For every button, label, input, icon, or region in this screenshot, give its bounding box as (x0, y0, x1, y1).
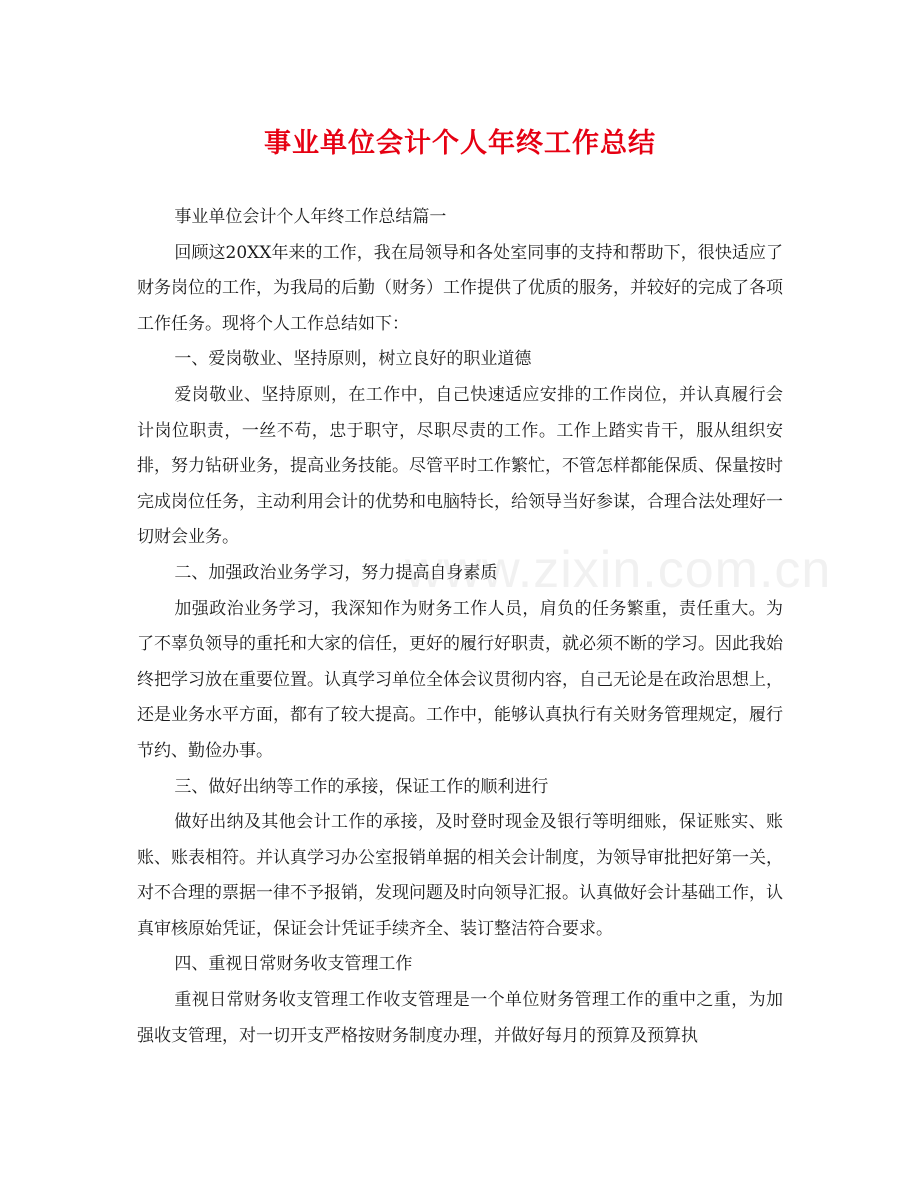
section-heading-4: 四、重视日常财务收支管理工作 (174, 954, 413, 975)
section-heading-1: 一、爱岗敬业、坚持原则，树立良好的职业道德 (174, 349, 532, 370)
paragraph-2: 加强政治业务学习，我深知作为财务工作人员，肩负的任务繁重，责任重大。为了不辜负领导的重托和大家的信任，更好的履行好职责，就必须不断的学习。因此我始终把学习放在重要位置。认真学习单位全体会议贯彻内容，自己无论是在政治思想上，还是业务水平方面，都有了较大提高。工作中，能够认真执行有关财务管理规定，履行节约、勤俭办事。 (137, 598, 783, 761)
paragraph-1: 爱岗敬业、坚持原则，在工作中，自己快速适应安排的工作岗位，并认真履行会计岗位职责，一丝不苟，忠于职守，尽职尽责的工作。工作上踏实肯干，服从组织安排，努力钻研业务，提高业务技能。尽管平时工作繁忙，不管怎样都能保质、保量按时完成岗位任务，主动利用会计的优势和电脑特长，给领导当好参谋，合理合法处理好一切财会业务。 (137, 384, 783, 548)
section-heading-2: 二、加强政治业务学习，努力提高自身素质 (174, 562, 498, 583)
paragraph-3: 做好出纳及其他会计工作的承接，及时登时现金及银行等明细账，保证账实、账账、账表相符。并认真学习办公室报销单据的相关会计制度，为领导审批把好第一关，对不合理的票据一律不予报销，发现问题及时向领导汇报。认真做好会计基础工作，认真审核原始凭证，保证会计凭证手续齐全、装订整洁符合要求。 (137, 812, 783, 939)
document-body (137, 200, 783, 1054)
watermark-text: www.zixin.com.cn (405, 541, 832, 599)
paragraph-intro: 回顾这20XX年来的工作，我在局领导和各处室同事的支持和帮助下，很快适应了财务岗位的工作，为我局的后勤（财务）工作提供了优质的服务，并较好的完成了各项工作任务。现将个人工作总结如下： (137, 242, 783, 334)
section-heading-subtitle: 事业单位会计个人年终工作总结篇一 (174, 207, 447, 227)
document-title: 事业单位会计个人年终工作总结 (264, 128, 656, 159)
section-heading-3: 三、做好出纳等工作的承接，保证工作的顺利进行 (174, 776, 549, 797)
paragraph-4: 重视日常财务收支管理工作收支管理是一个单位财务管理工作的重中之重，为加强收支管理，对一切开支严格按财务制度办理，并做好每月的预算及预算执 (137, 990, 783, 1046)
